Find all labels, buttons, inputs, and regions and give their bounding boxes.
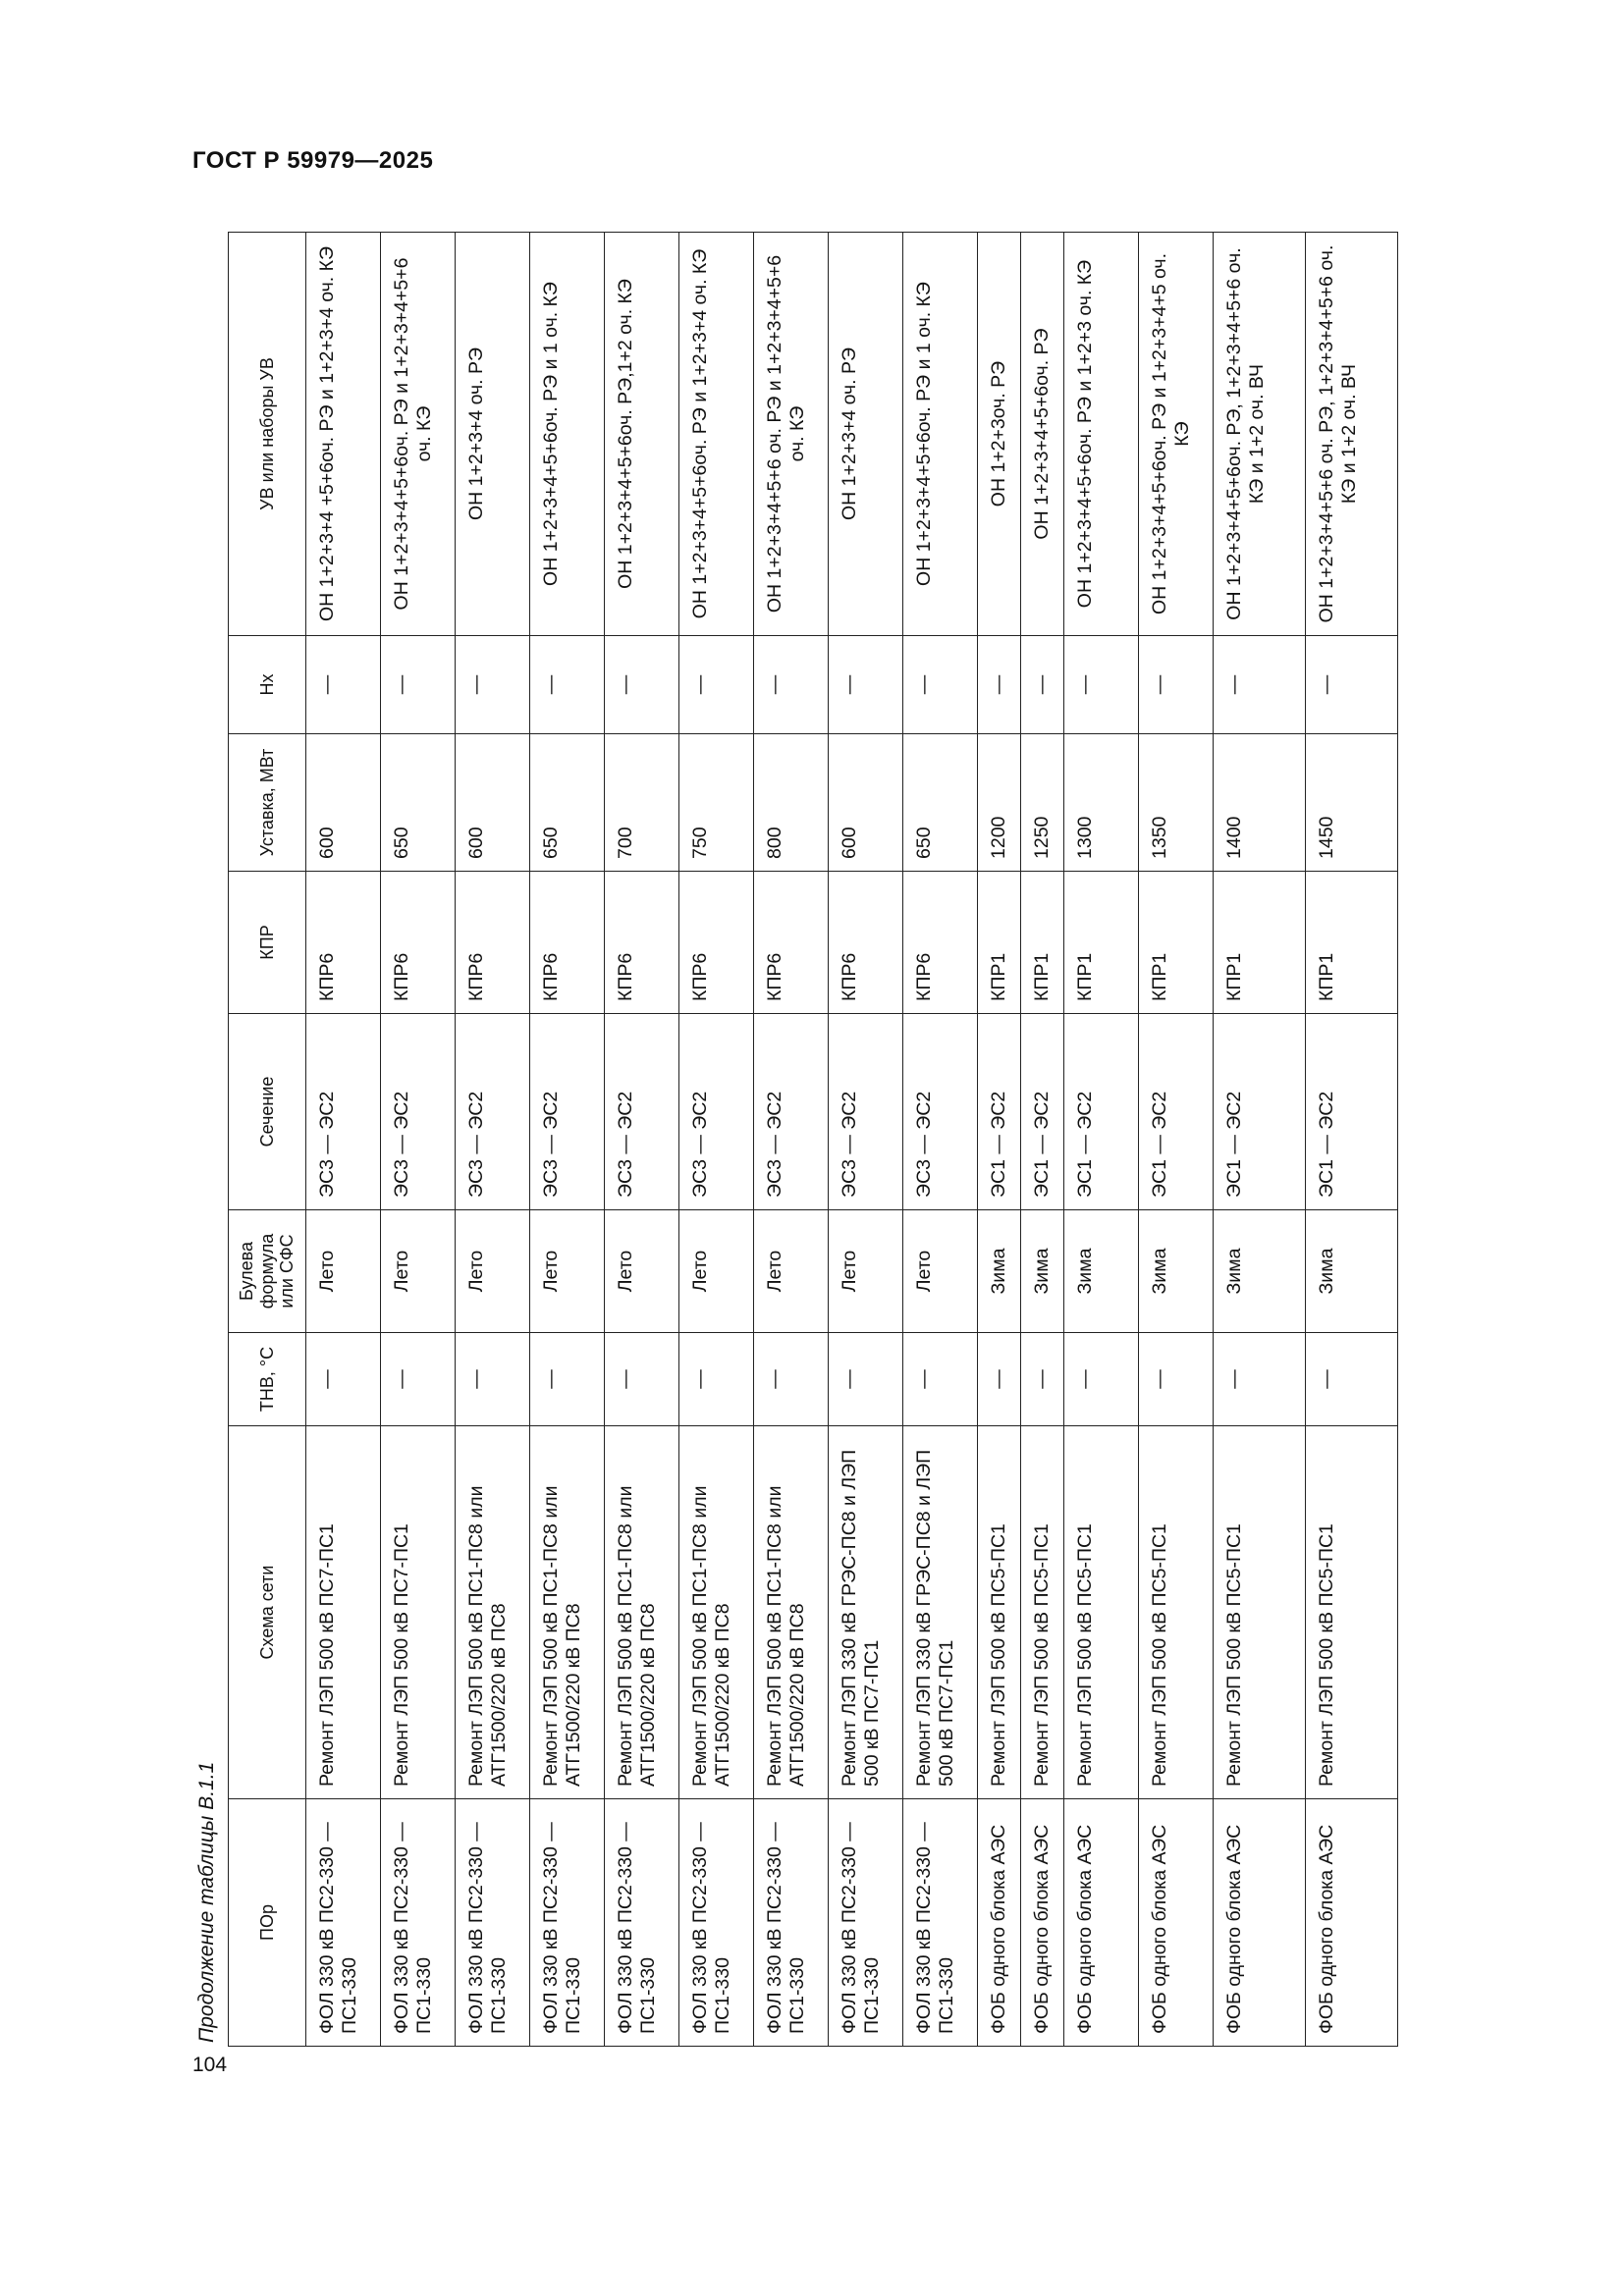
table-row (1021, 233, 1064, 2047)
table-cell: 1250 (1021, 734, 1064, 872)
table-cell: Ремонт ЛЭП 500 кВ ПС1-ПС8 или АТГ1500/220 кВ ПС8 (605, 1426, 679, 1799)
table-row (978, 233, 1021, 2047)
table-cell: Ремонт ЛЭП 330 кВ ГРЭС-ПС8 и ЛЭП 500 кВ ПС7-ПС1 (829, 1426, 903, 1799)
table-cell: КПР6 (679, 872, 754, 1014)
table-cell: 1450 (1306, 734, 1398, 872)
table-cell: ОН 1+2+3+4+5+6оч. РЭ,1+2 оч. КЭ (605, 233, 679, 636)
table-cell: — (829, 1333, 903, 1426)
table-cell: КПР6 (456, 872, 530, 1014)
table-cell: Ремонт ЛЭП 500 кВ ПС5-ПС1 (1214, 1426, 1306, 1799)
table-cell: ФОЛ 330 кВ ПС2-330 — ПС1-330 (306, 1799, 381, 2047)
table-row (530, 233, 605, 2047)
table-cell: ФОБ одного блока АЭС (1139, 1799, 1214, 2047)
table-row (754, 233, 829, 2047)
table-cell: — (754, 636, 829, 734)
table-cell: Лето (381, 1210, 456, 1333)
table-cell: КПР6 (754, 872, 829, 1014)
table-cell: КПР1 (1064, 872, 1139, 1014)
table-cell: 1300 (1064, 734, 1139, 872)
table-cell: Ремонт ЛЭП 500 кВ ПС1-ПС8 или АТГ1500/220 кВ ПС8 (530, 1426, 605, 1799)
table-cell: 1400 (1214, 734, 1306, 872)
table-cell: КПР6 (605, 872, 679, 1014)
table-cell: ЭС1 — ЭС2 (978, 1014, 1021, 1210)
table-cell: ЭС1 — ЭС2 (1139, 1014, 1214, 1210)
table-cell: Лето (306, 1210, 381, 1333)
table-row (679, 233, 754, 2047)
table-cell: Зима (1139, 1210, 1214, 1333)
table-cell: КПР1 (1021, 872, 1064, 1014)
table-cell: ЭС3 — ЭС2 (903, 1014, 978, 1210)
table-cell: — (306, 1333, 381, 1426)
table-row (1139, 233, 1214, 2047)
table-cell: — (903, 636, 978, 734)
table-cell: Ремонт ЛЭП 500 кВ ПС1-ПС8 или АТГ1500/220 кВ ПС8 (679, 1426, 754, 1799)
column-header: Булева формула или СФС (229, 1210, 306, 1333)
table-cell: ОН 1+2+3+4+5+6оч. РЭ и 1 оч. КЭ (530, 233, 605, 636)
table-cell: ЭС3 — ЭС2 (456, 1014, 530, 1210)
table-cell: ОН 1+2+3+4 оч. РЭ (829, 233, 903, 636)
table-row (456, 233, 530, 2047)
table-cell: Ремонт ЛЭП 500 кВ ПС5-ПС1 (1021, 1426, 1064, 1799)
table-cell: — (456, 636, 530, 734)
table-cell: ОН 1+2+3оч. РЭ (978, 233, 1021, 636)
table-row (306, 233, 381, 2047)
table-cell: ФОЛ 330 кВ ПС2-330 — ПС1-330 (679, 1799, 754, 2047)
table-cell: Лето (679, 1210, 754, 1333)
table-cell: 1200 (978, 734, 1021, 872)
table-cell: ЭС3 — ЭС2 (306, 1014, 381, 1210)
table-cell: ЭС3 — ЭС2 (530, 1014, 605, 1210)
table-cell: ЭС3 — ЭС2 (381, 1014, 456, 1210)
table-cell: КПР6 (530, 872, 605, 1014)
column-header: УВ или наборы УВ (229, 233, 306, 636)
table-cell: 650 (903, 734, 978, 872)
table-cell: КПР1 (1139, 872, 1214, 1014)
table-cell: 650 (530, 734, 605, 872)
table-cell: ОН 1+2+3+4+5+6оч. РЭ, 1+2+3+4+5+6 оч. КЭ и 1+2 оч. ВЧ (1214, 233, 1306, 636)
table-cell: 700 (605, 734, 679, 872)
table-cell: 750 (679, 734, 754, 872)
table-cell: ОН 1+2+3+4 оч. РЭ (456, 233, 530, 636)
table-cell: ФОЛ 330 кВ ПС2-330 — ПС1-330 (456, 1799, 530, 2047)
table-row (1064, 233, 1139, 2047)
table-cell: Лето (456, 1210, 530, 1333)
table-cell: ФОЛ 330 кВ ПС2-330 — ПС1-330 (605, 1799, 679, 2047)
table-cell: Лето (605, 1210, 679, 1333)
table-cell: Ремонт ЛЭП 500 кВ ПС5-ПС1 (1064, 1426, 1139, 1799)
table-cell: Лето (530, 1210, 605, 1333)
table-cell: — (530, 636, 605, 734)
table-cell: 600 (306, 734, 381, 872)
table-cell: ОН 1+2+3+4+5+6оч. РЭ (1021, 233, 1064, 636)
table-cell: ФОБ одного блока АЭС (1214, 1799, 1306, 2047)
table-cell: — (978, 1333, 1021, 1426)
table-cell: ЭС1 — ЭС2 (1064, 1014, 1139, 1210)
table-cell: — (679, 1333, 754, 1426)
table-cell: ОН 1+2+3+4+5+6 оч. РЭ, 1+2+3+4+5+6 оч. КЭ и 1+2 оч. ВЧ (1306, 233, 1398, 636)
table-cell: ОН 1+2+3+4+5+6оч. РЭ и 1+2+3+4+5 оч. КЭ (1139, 233, 1214, 636)
table-cell: ОН 1+2+3+4+5+6оч. РЭ и 1+2+3+4 оч. КЭ (679, 233, 754, 636)
table-cell: — (456, 1333, 530, 1426)
table-cell: Лето (829, 1210, 903, 1333)
table-cell: — (1306, 636, 1398, 734)
table-cell: ОН 1+2+3+4+5+6 оч. РЭ и 1+2+3+4+5+6 оч. КЭ (754, 233, 829, 636)
table-cell: Зима (978, 1210, 1021, 1333)
table-cell: Лето (903, 1210, 978, 1333)
table-row (903, 233, 978, 2047)
table-cell: 600 (456, 734, 530, 872)
table-cell: — (1139, 1333, 1214, 1426)
table-cell: Зима (1021, 1210, 1064, 1333)
table-row (381, 233, 456, 2047)
document-code: ГОСТ Р 59979—2025 (192, 147, 434, 174)
table-cell: — (754, 1333, 829, 1426)
data-table (228, 232, 1398, 2047)
column-header: Сечение (229, 1014, 306, 1210)
table-cell: Ремонт ЛЭП 500 кВ ПС1-ПС8 или АТГ1500/220 кВ ПС8 (456, 1426, 530, 1799)
table-cell: КПР6 (306, 872, 381, 1014)
column-header: ПОр (229, 1799, 306, 2047)
table-cell: Ремонт ЛЭП 500 кВ ПС7-ПС1 (381, 1426, 456, 1799)
table-cell: — (1021, 636, 1064, 734)
table-cell: Зима (1306, 1210, 1398, 1333)
table-cell: — (903, 1333, 978, 1426)
table-cell: ОН 1+2+3+4 +5+6оч. РЭ и 1+2+3+4 оч. КЭ (306, 233, 381, 636)
table-cell: — (1139, 636, 1214, 734)
table-cell: — (605, 636, 679, 734)
table-cell: ЭС1 — ЭС2 (1214, 1014, 1306, 1210)
table-cell: КПР6 (381, 872, 456, 1014)
table-row (1306, 233, 1398, 2047)
table-cell: — (978, 636, 1021, 734)
table-cell: 650 (381, 734, 456, 872)
table-cell: ФОЛ 330 кВ ПС2-330 — ПС1-330 (754, 1799, 829, 2047)
table-cell: ФОЛ 330 кВ ПС2-330 — ПС1-330 (829, 1799, 903, 2047)
table-cell: Ремонт ЛЭП 500 кВ ПС5-ПС1 (1139, 1426, 1214, 1799)
column-header: Нх (229, 636, 306, 734)
table-cell: 600 (829, 734, 903, 872)
rotated-page-content (190, 233, 1414, 2047)
column-header: КПР (229, 872, 306, 1014)
table-cell: — (381, 1333, 456, 1426)
page-number: 104 (192, 2054, 228, 2076)
table-cell: — (679, 636, 754, 734)
table-cell: КПР6 (829, 872, 903, 1014)
table-cell: КПР6 (903, 872, 978, 1014)
table-cell: ФОБ одного блока АЭС (1306, 1799, 1398, 2047)
table-cell: — (381, 636, 456, 734)
table-cell: — (605, 1333, 679, 1426)
table-cell: ЭС3 — ЭС2 (605, 1014, 679, 1210)
table-cell: Ремонт ЛЭП 500 кВ ПС1-ПС8 или АТГ1500/220 кВ ПС8 (754, 1426, 829, 1799)
table-cell: — (306, 636, 381, 734)
table-cell: ФОЛ 330 кВ ПС2-330 — ПС1-330 (903, 1799, 978, 2047)
table-row (1214, 233, 1306, 2047)
table-cell: — (1064, 1333, 1139, 1426)
table-caption: Продолжение таблицы В.1.1 (195, 1761, 218, 2043)
table-cell: ФОБ одного блока АЭС (1064, 1799, 1139, 2047)
table-cell: КПР1 (1214, 872, 1306, 1014)
table-row (605, 233, 679, 2047)
column-header: Схема сети (229, 1426, 306, 1799)
table-cell: — (530, 1333, 605, 1426)
table-cell: ЭС1 — ЭС2 (1306, 1014, 1398, 1210)
table-cell: Зима (1064, 1210, 1139, 1333)
table-cell: КПР1 (978, 872, 1021, 1014)
table-header-row (229, 233, 306, 2047)
table-cell: — (1214, 636, 1306, 734)
table-cell: ФОЛ 330 кВ ПС2-330 — ПС1-330 (381, 1799, 456, 2047)
table-row (829, 233, 903, 2047)
table-cell: ОН 1+2+3+4+5+6оч. РЭ и 1 оч. КЭ (903, 233, 978, 636)
table-cell: Лето (754, 1210, 829, 1333)
table-cell: ЭС3 — ЭС2 (829, 1014, 903, 1210)
table-cell: Зима (1214, 1210, 1306, 1333)
table-cell: 1350 (1139, 734, 1214, 872)
table-cell: — (829, 636, 903, 734)
table-cell: КПР1 (1306, 872, 1398, 1014)
table-cell: ФОЛ 330 кВ ПС2-330 — ПС1-330 (530, 1799, 605, 2047)
table-cell: ОН 1+2+3+4+5+6оч. РЭ и 1+2+3 оч. КЭ (1064, 233, 1139, 636)
table-cell: ЭС1 — ЭС2 (1021, 1014, 1064, 1210)
table-cell: Ремонт ЛЭП 330 кВ ГРЭС-ПС8 и ЛЭП 500 кВ ПС7-ПС1 (903, 1426, 978, 1799)
table-cell: 800 (754, 734, 829, 872)
table-cell: Ремонт ЛЭП 500 кВ ПС5-ПС1 (978, 1426, 1021, 1799)
column-header: ТНВ, °С (229, 1333, 306, 1426)
table-cell: ОН 1+2+3+4+5+6оч. РЭ и 1+2+3+4+5+6 оч. КЭ (381, 233, 456, 636)
table-cell: ЭС3 — ЭС2 (679, 1014, 754, 1210)
table-cell: ЭС3 — ЭС2 (754, 1014, 829, 1210)
table-cell: ФОБ одного блока АЭС (978, 1799, 1021, 2047)
table-cell: — (1306, 1333, 1398, 1426)
table-cell: Ремонт ЛЭП 500 кВ ПС7-ПС1 (306, 1426, 381, 1799)
table-cell: ФОБ одного блока АЭС (1021, 1799, 1064, 2047)
column-header: Уставка, МВт (229, 734, 306, 872)
table-cell: Ремонт ЛЭП 500 кВ ПС5-ПС1 (1306, 1426, 1398, 1799)
table-cell: — (1064, 636, 1139, 734)
table-cell: — (1021, 1333, 1064, 1426)
table-cell: — (1214, 1333, 1306, 1426)
